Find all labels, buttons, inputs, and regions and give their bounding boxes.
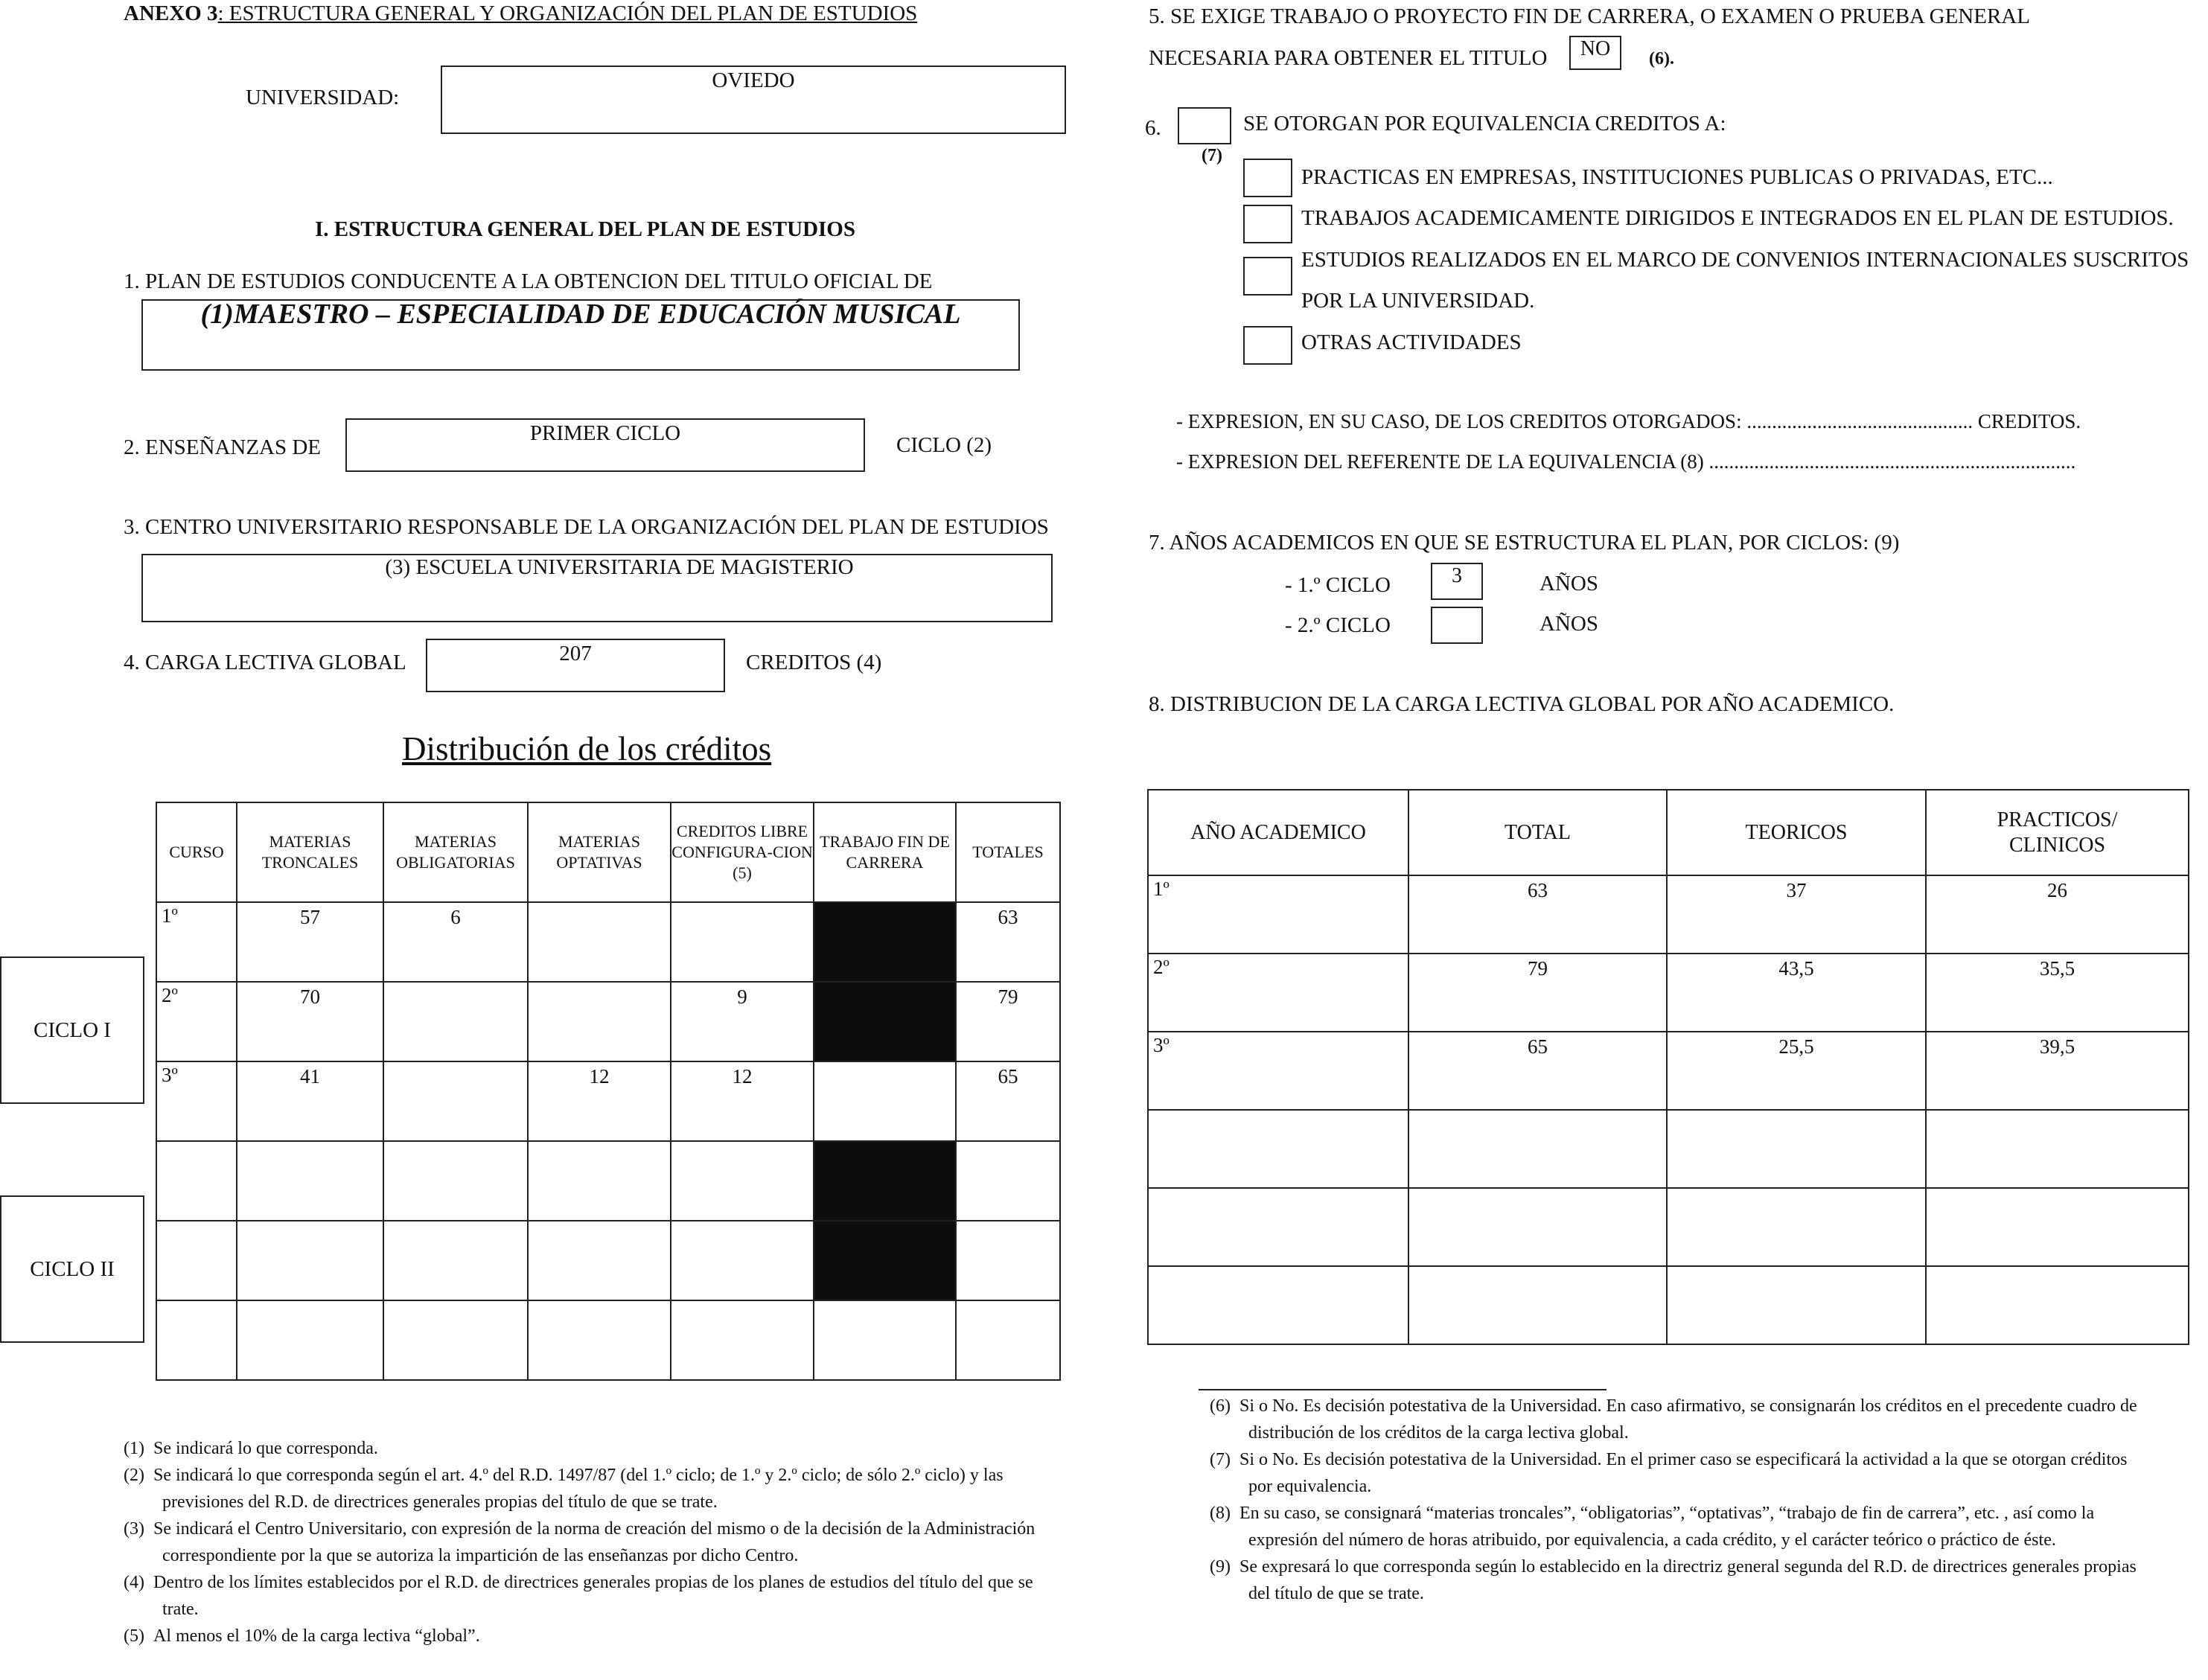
- col-total: TOTAL: [1408, 790, 1667, 875]
- cell-theory: 37: [1786, 879, 1807, 901]
- cycle-field[interactable]: [345, 418, 865, 472]
- cell-shaded: [814, 982, 956, 1061]
- credits-field[interactable]: [426, 639, 725, 692]
- cell-total: 79: [1528, 957, 1548, 980]
- degree-title-field[interactable]: [141, 299, 1020, 371]
- cell-troncales: 70: [300, 986, 320, 1008]
- cell-curso: 1º: [162, 904, 178, 927]
- q8-label: 8. DISTRIBUCION DE LA CARGA LECTIVA GLOBAL POR AÑO ACADEMICO.: [1149, 692, 1895, 716]
- distribution-table: [156, 802, 1061, 1381]
- cell-practice: 35,5: [2039, 957, 2075, 980]
- option-otras: OTRAS ACTIVIDADES: [1301, 330, 1522, 354]
- cycle2-label-box: [0, 1195, 144, 1343]
- q5-note: (6).: [1649, 49, 1674, 68]
- q7-cycle1-years: AÑOS: [1539, 572, 1598, 595]
- q2-label: 2. ENSEÑANZAS DE: [124, 435, 322, 459]
- cell-total: 63: [998, 906, 1018, 928]
- cycle2-label: CICLO II: [30, 1256, 115, 1281]
- table-row: [1148, 1188, 2189, 1266]
- cell-total: 79: [998, 986, 1018, 1008]
- q3-label: 3. CENTRO UNIVERSITARIO RESPONSABLE DE LA ORGANIZACIÓN DEL PLAN DE ESTUDIOS: [124, 515, 1049, 539]
- q6-checkbox[interactable]: [1178, 107, 1231, 144]
- cell-theory: 43,5: [1778, 957, 1814, 980]
- option-checkbox-convenios[interactable]: [1243, 257, 1292, 296]
- option-checkbox-otras[interactable]: [1243, 326, 1292, 365]
- degree-title-value: (1)MAESTRO – ESPECIALIDAD DE EDUCACIÓN MUSICAL: [200, 298, 961, 330]
- cell-shaded: [814, 902, 956, 982]
- final-project-field[interactable]: [1569, 36, 1621, 70]
- cell-libre: 12: [732, 1065, 753, 1087]
- col-theory: TEORICOS: [1667, 790, 1926, 875]
- table-row: [156, 1141, 1060, 1221]
- cell-curso: 2º: [162, 984, 178, 1006]
- table-row: [156, 1221, 1060, 1300]
- q7-cycle2-years: AÑOS: [1539, 612, 1598, 636]
- cell-shaded: [814, 1221, 956, 1300]
- q5-line2: NECESARIA PARA OBTENER EL TITULO: [1149, 46, 1548, 70]
- footnote-divider: [1199, 1389, 1606, 1390]
- cell-troncales: 57: [300, 906, 320, 928]
- year-header-row: [1148, 790, 2189, 875]
- center-field[interactable]: [141, 554, 1053, 622]
- cell-optativas: 12: [589, 1065, 610, 1087]
- col-year: AÑO ACADEMICO: [1148, 790, 1408, 875]
- q6-label: SE OTORGAN POR EQUIVALENCIA CREDITOS A:: [1243, 112, 1726, 135]
- footnote: (6) Si o No. Es decisión potestativa de la Universidad. En caso afirmativo, se consignarán los créditos en el precedente cuadro de distribución de los créditos de la carga lectiva global.: [1210, 1396, 2137, 1443]
- col-optativas: MATERIAS OPTATIVAS: [528, 802, 671, 902]
- cell-total: 65: [1528, 1035, 1548, 1058]
- cell-obligatorias: 6: [450, 906, 461, 928]
- option-practicas: PRACTICAS EN EMPRESAS, INSTITUCIONES PUBLICAS O PRIVADAS, ETC...: [1301, 165, 2053, 189]
- university-label: UNIVERSIDAD:: [246, 86, 400, 109]
- cell-shaded: [814, 1141, 956, 1221]
- footnote: (3) Se indicará el Centro Universitario, con expresión de la norma de creación del mismo o de la decisión de la Administración correspondiente por la que se autoriza la impartición de las enseñanzas por dicho Centro.: [124, 1519, 1036, 1565]
- credits-value: 207: [559, 642, 592, 665]
- footnote: (9) Se expresará lo que corresponda según lo establecido en la directriz general segunda del R.D. de directrices generales propias del título de que se trate.: [1210, 1557, 2137, 1603]
- footnote: (5) Al menos el 10% de la carga lectiva “global”.: [124, 1626, 480, 1646]
- cell-year: 2º: [1153, 956, 1170, 978]
- col-practice: PRACTICOS/ CLINICOS: [1926, 790, 2189, 875]
- q7-cycle1-value: 3: [1452, 564, 1462, 587]
- center-value: (3) ESCUELA UNIVERSITARIA DE MAGISTERIO: [385, 555, 854, 579]
- col-trabajo-fin-carrera: TRABAJO FIN DE CARRERA: [814, 802, 956, 902]
- q7-cycle1-label: - 1.º CICLO: [1285, 573, 1391, 597]
- table-row: [1148, 1032, 2189, 1110]
- col-troncales: MATERIAS TRONCALES: [237, 802, 383, 902]
- table-row: [1148, 1266, 2189, 1344]
- q7-label: 7. AÑOS ACADEMICOS EN QUE SE ESTRUCTURA EL PLAN, POR CICLOS: (9): [1149, 531, 1900, 555]
- col-libre-configuracion: CREDITOS LIBRE CONFIGURA-CION (5): [671, 802, 814, 902]
- table-row: [156, 982, 1060, 1061]
- cycle1-label-box: [0, 956, 144, 1104]
- expression-credits: - EXPRESION, EN SU CASO, DE LOS CREDITOS OTORGADOS: ............................................. CREDITOS.: [1176, 410, 2081, 432]
- q2-suffix: CICLO (2): [896, 433, 992, 457]
- q7-cycle1-field[interactable]: [1431, 563, 1483, 600]
- table-row: [1148, 1110, 2189, 1188]
- table-row: [156, 902, 1060, 982]
- q7-cycle2-field[interactable]: [1431, 607, 1483, 644]
- distribution-header-row: [156, 802, 1060, 902]
- year-distribution-table: [1147, 789, 2189, 1345]
- cell-curso: 3º: [162, 1064, 178, 1086]
- footnote: (4) Dentro de los límites establecidos por el R.D. de directrices generales propias de los planes de estudios del título del que se trate.: [124, 1573, 1033, 1619]
- table-row: [156, 1300, 1060, 1380]
- table-row: [1148, 875, 2189, 954]
- annex-title: : ESTRUCTURA GENERAL Y ORGANIZACIÓN DEL PLAN DE ESTUDIOS: [217, 1, 918, 25]
- section-title: I. ESTRUCTURA GENERAL DEL PLAN DE ESTUDIOS: [315, 217, 855, 241]
- option-trabajos: TRABAJOS ACADEMICAMENTE DIRIGIDOS E INTEGRADOS EN EL PLAN DE ESTUDIOS.: [1301, 206, 2174, 230]
- col-totales: TOTALES: [956, 802, 1060, 902]
- cell-libre: 9: [737, 986, 747, 1008]
- annex-label: ANEXO 3: [124, 1, 218, 25]
- distribution-title: Distribución de los créditos: [402, 730, 772, 767]
- cycle-value: PRIMER CICLO: [529, 421, 681, 445]
- q6-note: (7): [1202, 146, 1222, 165]
- option-checkbox-practicas[interactable]: [1243, 159, 1292, 197]
- q4-suffix: CREDITOS (4): [746, 651, 882, 674]
- cell-total: 65: [998, 1065, 1018, 1087]
- cell-practice: 26: [2047, 879, 2067, 901]
- col-obligatorias: MATERIAS OBLIGATORIAS: [383, 802, 528, 902]
- cell-practice: 39,5: [2039, 1035, 2075, 1058]
- right-footnotes: [1210, 1393, 2140, 1607]
- table-row: [156, 1061, 1060, 1141]
- option-checkbox-trabajos[interactable]: [1243, 205, 1292, 243]
- expression-reference: - EXPRESION DEL REFERENTE DE LA EQUIVALENCIA (8) .........................................................................: [1176, 450, 2076, 473]
- q4-label: 4. CARGA LECTIVA GLOBAL: [124, 651, 406, 674]
- option-convenios-cont: POR LA UNIVERSIDAD.: [1301, 289, 1535, 313]
- footnote: (1) Se indicará lo que corresponda.: [124, 1439, 378, 1458]
- university-field[interactable]: [441, 66, 1066, 134]
- annex-heading: [124, 1, 917, 26]
- option-convenios: ESTUDIOS REALIZADOS EN EL MARCO DE CONVENIOS INTERNACIONALES SUSCRITOS: [1301, 248, 2189, 272]
- footnote: (2) Se indicará lo que corresponda según el art. 4.º del R.D. 1497/87 (del 1.º ciclo; de 1.º y 2.º ciclo; de sólo 2.º ciclo) y las previsiones del R.D. de directrices generales propias del título de que se trate.: [124, 1466, 1004, 1512]
- footnote: (7) Si o No. Es decisión potestativa de la Universidad. En el primer caso se especificará la actividad a la que se otorgan créditos por equivalencia.: [1210, 1450, 2128, 1496]
- col-curso: CURSO: [156, 802, 237, 902]
- cell-troncales: 41: [300, 1065, 320, 1087]
- cell-total: 63: [1528, 879, 1548, 901]
- left-footnotes: [124, 1435, 1054, 1649]
- q5-line1: 5. SE EXIGE TRABAJO O PROYECTO FIN DE CARRERA, O EXAMEN O PRUEBA GENERAL: [1149, 4, 2030, 28]
- q6-number: 6.: [1145, 116, 1161, 140]
- final-project-value: NO: [1580, 37, 1611, 60]
- footnote: (8) En su caso, se consignará “materias troncales”, “obligatorias”, “optativas”, “trabajo de fin de carrera”, etc. , así como la expresión del número de horas atribuido, por equivalencia, a cada crédito, y el carácter teórico o práctico de éste.: [1210, 1504, 2095, 1550]
- cycle1-label: CICLO I: [33, 1018, 111, 1042]
- cell-year: 1º: [1153, 878, 1170, 900]
- cell-theory: 25,5: [1778, 1035, 1814, 1058]
- table-row: [1148, 954, 2189, 1032]
- q1-label: 1. PLAN DE ESTUDIOS CONDUCENTE A LA OBTENCION DEL TITULO OFICIAL DE: [124, 269, 933, 293]
- q7-cycle2-label: - 2.º CICLO: [1285, 613, 1391, 637]
- university-value: OVIEDO: [712, 68, 795, 92]
- cell-year: 3º: [1153, 1034, 1170, 1056]
